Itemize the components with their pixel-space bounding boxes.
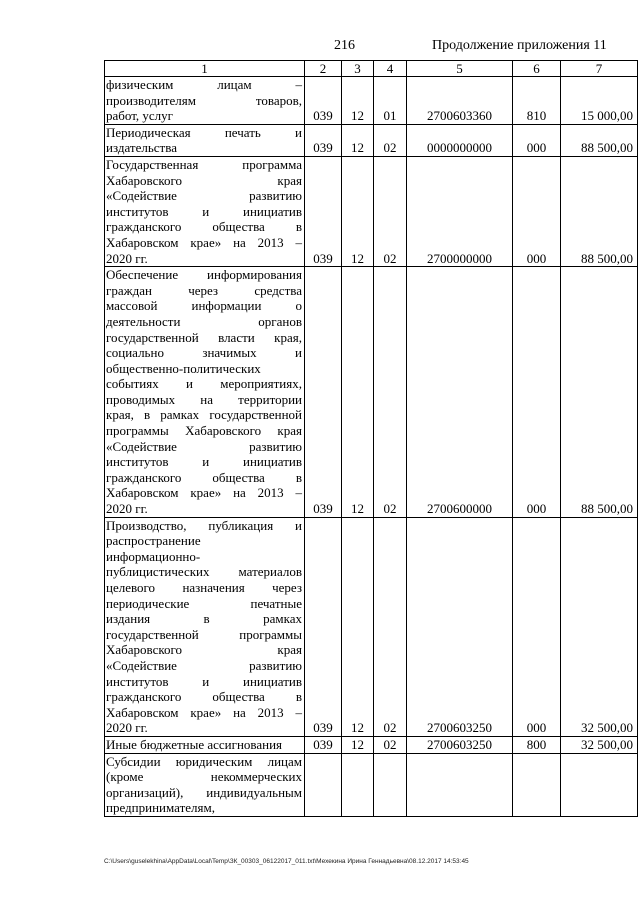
row-description — [105, 517, 305, 736]
description-line: издательства — [106, 140, 177, 156]
description-line: Периодическая печать и — [106, 124, 302, 140]
description-line: «Содействие развитию — [106, 438, 302, 454]
row-description — [105, 77, 305, 125]
description-line: публицистических материалов — [106, 564, 302, 580]
amount: 88 500,00 — [561, 267, 638, 518]
description-line: гражданского общества в — [106, 689, 302, 705]
description-line: «Содействие развитию — [106, 657, 302, 673]
section-code: 12 — [342, 736, 374, 753]
subsection-code: 02 — [374, 517, 407, 736]
amount: 32 500,00 — [561, 736, 638, 753]
description-line: событиях и мероприятиях, — [106, 376, 302, 392]
expense-type-code: 000 — [513, 124, 561, 156]
description-line: края, в рамках государственной — [106, 407, 302, 423]
subsection-code: 02 — [374, 736, 407, 753]
section-code: 12 — [342, 267, 374, 518]
description-line: Хабаровском крае» на 2013 – — [106, 704, 302, 720]
description-line: гражданского общества в — [106, 469, 302, 485]
description-line: Хабаровском крае» на 2013 – — [106, 234, 302, 250]
description-line: массовой информации о — [106, 298, 302, 314]
description-line: гражданского общества в — [106, 219, 302, 235]
expense-type-code — [513, 753, 561, 816]
description-line: Субсидии юридическим лицам — [106, 753, 302, 769]
target-article-code — [407, 753, 513, 816]
description-line: государственной программы — [106, 626, 302, 642]
description-line: социально значимых и — [106, 345, 302, 361]
table-row — [105, 267, 638, 518]
description-line: производителям товаров, — [106, 92, 302, 108]
target-article-code: 2700000000 — [407, 156, 513, 266]
table-row — [105, 124, 638, 156]
table-row — [105, 156, 638, 266]
description-line: (кроме некоммерческих — [106, 769, 302, 785]
subsection-code: 01 — [374, 77, 407, 125]
file-path-footer: C:\Users\guselekhina\AppData\Local\Temp\ЗК_00303_06122017_011.txt\Мехекина Ирина Геннадьевна\08.12.2017 14:53:45 — [104, 858, 469, 865]
description-line: общественно-политических — [106, 360, 261, 376]
table-row — [105, 517, 638, 736]
description-line: распространение — [106, 533, 201, 549]
description-line: Хабаровского края — [106, 642, 302, 658]
row-description — [105, 736, 305, 753]
amount: 88 500,00 — [561, 156, 638, 266]
table-row — [105, 753, 638, 816]
target-article-code: 0000000000 — [407, 124, 513, 156]
description-line: предпринимателям, — [106, 800, 215, 816]
target-article-code: 2700603250 — [407, 736, 513, 753]
description-line: периодические печатные — [106, 595, 302, 611]
column-header: 7 — [561, 61, 638, 77]
subsection-code: 02 — [374, 267, 407, 518]
page-number: 216 — [334, 38, 355, 53]
amount: 88 500,00 — [561, 124, 638, 156]
admin-code — [305, 753, 342, 816]
column-header: 3 — [342, 61, 374, 77]
description-line: 2020 гг. — [106, 720, 148, 736]
admin-code: 039 — [305, 156, 342, 266]
section-code: 12 — [342, 156, 374, 266]
description-line: Хабаровском крае» на 2013 – — [106, 485, 302, 501]
section-code: 12 — [342, 124, 374, 156]
description-line: граждан через средства — [106, 282, 302, 298]
description-line: государственной власти края, — [106, 329, 302, 345]
section-code: 12 — [342, 77, 374, 125]
column-header: 6 — [513, 61, 561, 77]
expense-type-code: 800 — [513, 736, 561, 753]
admin-code: 039 — [305, 124, 342, 156]
description-line: институтов и инициатив — [106, 203, 302, 219]
row-description — [105, 156, 305, 266]
description-line: Обеспечение информирования — [106, 267, 302, 283]
description-line: информационно- — [106, 548, 201, 564]
expense-type-code: 000 — [513, 156, 561, 266]
table-row — [105, 736, 638, 753]
description-line: программы Хабаровского края — [106, 423, 302, 439]
description-line: Государственная программа — [106, 156, 302, 172]
column-header: 2 — [305, 61, 342, 77]
expense-type-code: 000 — [513, 267, 561, 518]
description-line: Производство, публикация и — [106, 517, 302, 533]
table-row — [105, 77, 638, 125]
target-article-code: 2700600000 — [407, 267, 513, 518]
continuation-title: Продолжение приложения 11 — [432, 38, 607, 53]
description-line: деятельности органов — [106, 313, 302, 329]
description-line: «Содействие развитию — [106, 188, 302, 204]
target-article-code: 2700603360 — [407, 77, 513, 125]
column-header-row — [105, 61, 638, 77]
admin-code: 039 — [305, 77, 342, 125]
expense-type-code: 810 — [513, 77, 561, 125]
amount: 32 500,00 — [561, 517, 638, 736]
description-line: институтов и инициатив — [106, 673, 302, 689]
description-line: институтов и инициатив — [106, 454, 302, 470]
column-header: 1 — [105, 61, 305, 77]
description-line: Хабаровского края — [106, 172, 302, 188]
description-line: организаций), индивидуальным — [106, 784, 302, 800]
amount: 15 000,00 — [561, 77, 638, 125]
description-line: 2020 гг. — [106, 250, 148, 266]
column-header: 4 — [374, 61, 407, 77]
description-line: Иные бюджетные ассигнования — [106, 736, 283, 752]
target-article-code: 2700603250 — [407, 517, 513, 736]
description-line: издания в рамках — [106, 611, 302, 627]
description-line: работ, услуг — [106, 108, 174, 124]
description-line: физическим лицам – — [106, 77, 302, 92]
description-line: проводимых на территории — [106, 391, 302, 407]
section-code: 12 — [342, 517, 374, 736]
section-code — [342, 753, 374, 816]
subsection-code: 02 — [374, 124, 407, 156]
row-description — [105, 267, 305, 518]
admin-code: 039 — [305, 736, 342, 753]
row-description — [105, 753, 305, 816]
column-header: 5 — [407, 61, 513, 77]
description-line: целевого назначения через — [106, 580, 302, 595]
description-line: 2020 гг. — [106, 501, 148, 517]
budget-table — [104, 60, 638, 817]
admin-code: 039 — [305, 267, 342, 518]
expense-type-code: 000 — [513, 517, 561, 736]
row-description — [105, 124, 305, 156]
subsection-code: 02 — [374, 156, 407, 266]
amount — [561, 753, 638, 816]
subsection-code — [374, 753, 407, 816]
admin-code: 039 — [305, 517, 342, 736]
